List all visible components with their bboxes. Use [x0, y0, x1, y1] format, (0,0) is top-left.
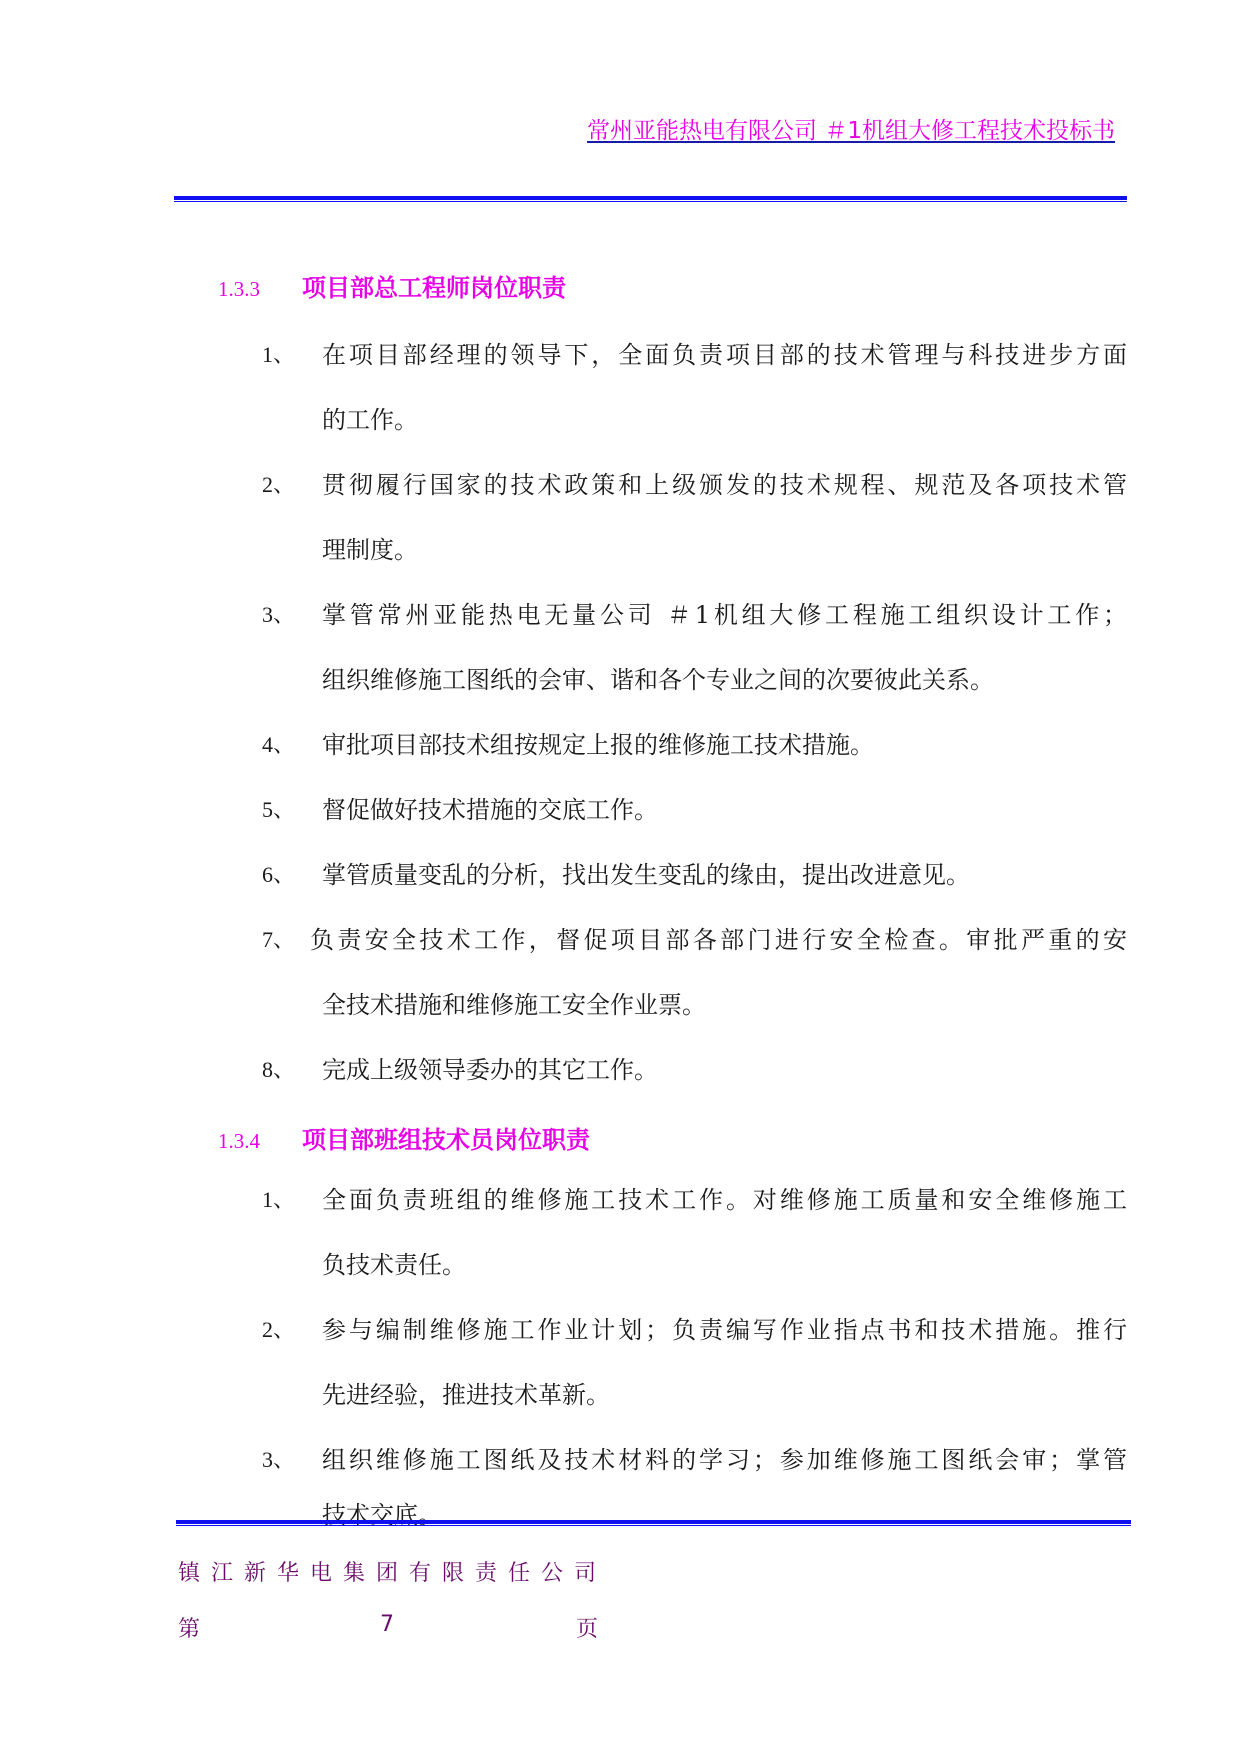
- item-text: 贯彻履行国家的技术政策和上级颁发的技术规程、规范及各项技术管: [322, 471, 1127, 499]
- item-number: 3、: [262, 1447, 296, 1472]
- item-text-continued: 技术交底。: [322, 1501, 442, 1529]
- footer-rule: [176, 1520, 1131, 1526]
- section-title: 项目部总工程师岗位职责: [302, 274, 566, 302]
- item-text-continued: 负技术责任。: [322, 1251, 466, 1279]
- item-number: 4、: [262, 732, 296, 757]
- footer-page-suffix: 页: [576, 1617, 599, 1642]
- item-text: 组织维修施工图纸及技术材料的学习；参加维修施工图纸会审；掌管: [322, 1446, 1127, 1474]
- footer-page-prefix: 第: [178, 1617, 201, 1642]
- item-number: 7、: [262, 927, 296, 952]
- item-text-continued: 先进经验，推进技术革新。: [322, 1381, 610, 1409]
- item-number: 3、: [262, 602, 296, 627]
- item-text: 在项目部经理的领导下，全面负责项目部的技术管理与科技进步方面: [322, 341, 1127, 369]
- item-number: 5、: [262, 797, 296, 822]
- item-text: 全面负责班组的维修施工技术工作。对维修施工质量和安全维修施工: [322, 1186, 1127, 1214]
- section-number: 1.3.4: [218, 1129, 260, 1153]
- item-text: 掌管质量变乱的分析，找出发生变乱的缘由，提出改进意见。: [322, 861, 970, 889]
- item-number: 2、: [262, 1317, 296, 1342]
- section-number: 1.3.3: [218, 277, 260, 301]
- section-title: 项目部班组技术员岗位职责: [302, 1126, 590, 1154]
- item-number: 2、: [262, 472, 296, 497]
- item-text-continued: 理制度。: [322, 536, 418, 564]
- section-heading: [218, 1120, 590, 1155]
- item-number: 8、: [262, 1057, 296, 1082]
- section-heading: [218, 268, 566, 303]
- item-text: 参与编制维修施工作业计划；负责编写作业指点书和技术措施。推行: [322, 1316, 1127, 1344]
- item-number: 1、: [262, 342, 296, 367]
- item-number: 6、: [262, 862, 296, 887]
- header-title: 常州亚能热电有限公司 ＃1机组大修工程技术投标书: [587, 118, 1115, 144]
- item-text-continued: 全技术措施和维修施工安全作业票。: [322, 991, 706, 1019]
- item-text: 审批项目部技术组按规定上报的维修施工技术措施。: [322, 731, 874, 759]
- item-number: 1、: [262, 1187, 296, 1212]
- item-text: 督促做好技术措施的交底工作。: [322, 796, 658, 824]
- footer-page-number: 7: [380, 1612, 394, 1637]
- footer-company: 镇江新华电集团有限责任公司: [178, 1561, 608, 1586]
- header-rule: [174, 196, 1127, 202]
- item-text-continued: 的工作。: [322, 406, 418, 434]
- item-text: 完成上级领导委办的其它工作。: [322, 1056, 658, 1084]
- item-text-continued: 组织维修施工图纸的会审、谐和各个专业之间的次要彼此关系。: [322, 666, 994, 694]
- item-text: 掌管常州亚能热电无量公司 ＃1机组大修工程施工组织设计工作；: [322, 601, 1127, 629]
- item-text: 负责安全技术工作，督促项目部各部门进行安全检查。审批严重的安: [310, 926, 1127, 954]
